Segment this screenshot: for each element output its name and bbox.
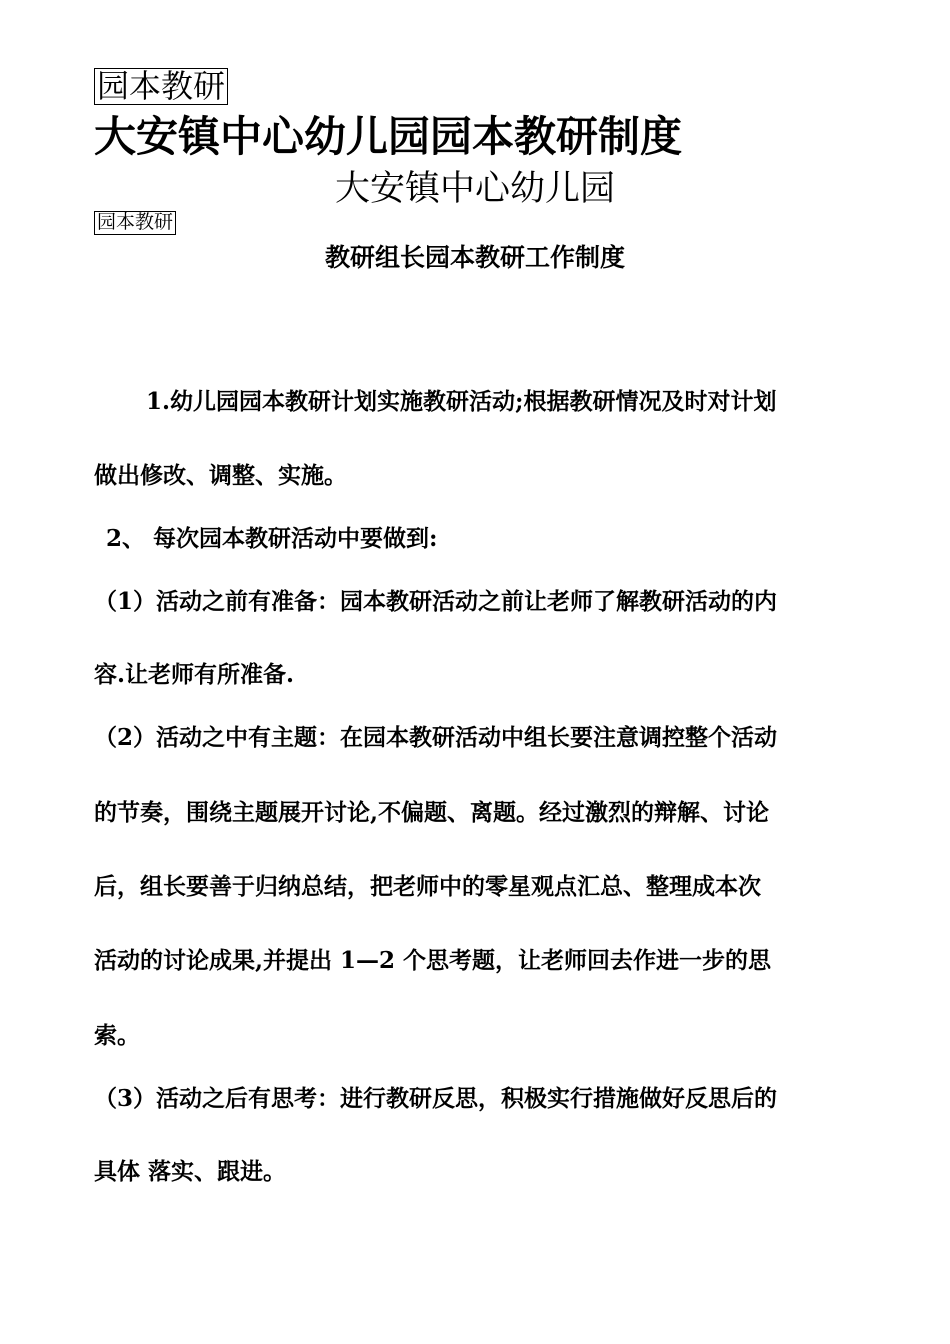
section-tag: 园本教研 [94,211,176,235]
body-line: 2、 每次园本教研活动中要做到: [106,525,438,552]
organization-name [0,168,950,210]
header-tag: 园本教研 [94,68,228,105]
body-line: （1）活动之前有准备：园本教研活动之前让老师了解教研活动的内 [94,588,778,615]
body-line: 具体 落实、跟进。 [94,1158,287,1185]
body-line: 后，组长要善于归纳总结，把老师中的零星观点汇总、整理成本次 [94,873,761,900]
section-title: 教研组长园本教研工作制度 [324,243,625,272]
body-line: 1.幼儿园园本教研计划实施教研活动;根据教研情况及时对计划 [146,388,777,415]
body-line: 索。 [94,1022,140,1049]
body-line: 容.让老师有所准备. [94,661,295,688]
body-line: 做出修改、调整、实施。 [94,462,347,489]
body-line: （2）活动之中有主题：在园本教研活动中组长要注意调控整个活动 [94,724,778,751]
organization-name-text: 大安镇中心幼儿园 [334,169,615,209]
body-line: 的节奏，围绕主题展开讨论,不偏题、离题。经过激烈的辩解、讨论 [94,799,770,826]
body-line: 活动的讨论成果,并提出 1—2 个思考题，让老师回去作进一步的思 [94,947,772,974]
page-title: 大安镇中心幼儿园园本教研制度 [94,112,683,161]
body-line: （3）活动之后有思考：进行教研反思，积极实行措施做好反思后的 [94,1085,778,1112]
